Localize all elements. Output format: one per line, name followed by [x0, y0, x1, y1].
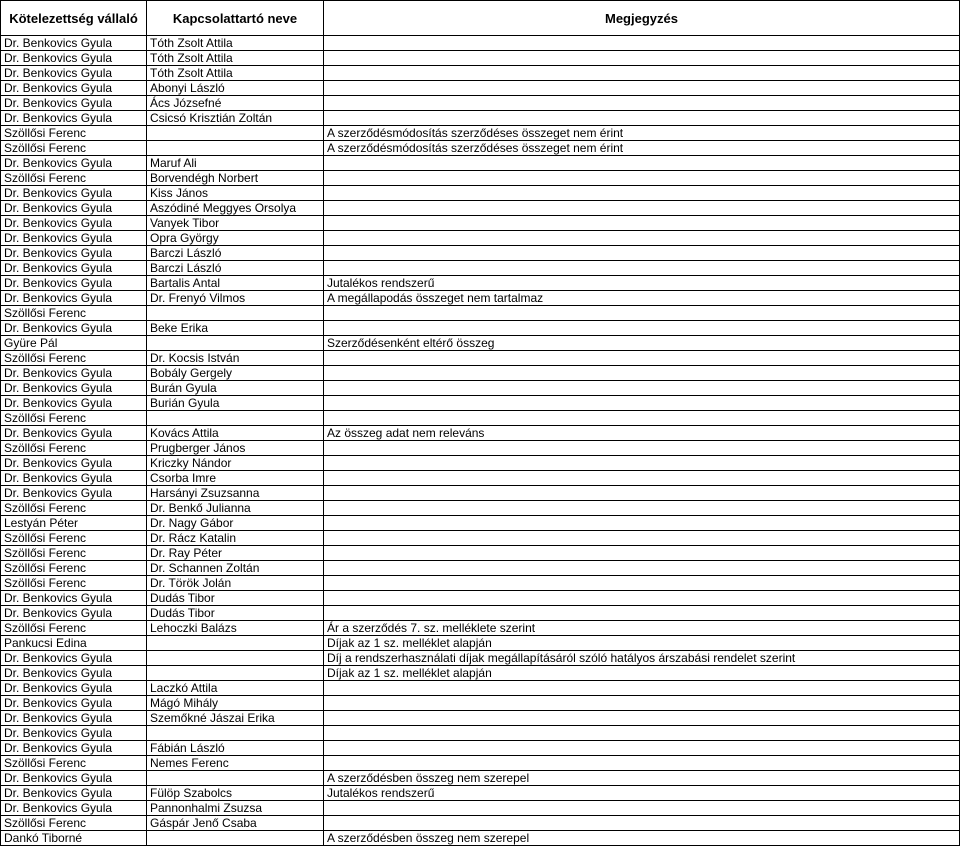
cell-kotelezettseg-vallalo: Szöllősi Ferenc: [1, 351, 147, 366]
table-row: [1, 306, 960, 321]
cell-kotelezettseg-vallalo: Dr. Benkovics Gyula: [1, 291, 147, 306]
table-row: [1, 666, 960, 681]
table-row: [1, 651, 960, 666]
table-row: [1, 141, 960, 156]
cell-kapcsolattarto-neve: Harsányi Zsuzsanna: [147, 486, 324, 501]
table-row: [1, 621, 960, 636]
cell-kapcsolattarto-neve: Gáspár Jenő Csaba: [147, 816, 324, 831]
cell-megjegyzes: [324, 456, 960, 471]
cell-kapcsolattarto-neve: Bobály Gergely: [147, 366, 324, 381]
cell-megjegyzes: A megállapodás összeget nem tartalmaz: [324, 291, 960, 306]
cell-kapcsolattarto-neve: Csorba Imre: [147, 471, 324, 486]
cell-kapcsolattarto-neve: Borvendégh Norbert: [147, 171, 324, 186]
table-row: [1, 696, 960, 711]
cell-kotelezettseg-vallalo: Szöllősi Ferenc: [1, 141, 147, 156]
cell-kotelezettseg-vallalo: Szöllősi Ferenc: [1, 441, 147, 456]
cell-kapcsolattarto-neve: Dudás Tibor: [147, 606, 324, 621]
header-kotelezettseg-vallalo: Kötelezettség vállaló: [1, 1, 147, 36]
cell-kotelezettseg-vallalo: Gyüre Pál: [1, 336, 147, 351]
cell-kotelezettseg-vallalo: Dr. Benkovics Gyula: [1, 771, 147, 786]
table-row: [1, 486, 960, 501]
cell-megjegyzes: Díj a rendszerhasználati díjak megállapításáról szóló hatályos árszabási rendelet szerint: [324, 651, 960, 666]
cell-kotelezettseg-vallalo: Dr. Benkovics Gyula: [1, 96, 147, 111]
cell-megjegyzes: [324, 351, 960, 366]
table-row: [1, 321, 960, 336]
cell-kotelezettseg-vallalo: Dr. Benkovics Gyula: [1, 201, 147, 216]
table-row: [1, 366, 960, 381]
cell-kapcsolattarto-neve: Tóth Zsolt Attila: [147, 36, 324, 51]
cell-kotelezettseg-vallalo: Szöllősi Ferenc: [1, 546, 147, 561]
cell-megjegyzes: [324, 681, 960, 696]
cell-kapcsolattarto-neve: Beke Erika: [147, 321, 324, 336]
cell-kapcsolattarto-neve: Bartalis Antal: [147, 276, 324, 291]
cell-kapcsolattarto-neve: Barczi László: [147, 246, 324, 261]
cell-megjegyzes: [324, 801, 960, 816]
cell-megjegyzes: [324, 411, 960, 426]
cell-kotelezettseg-vallalo: Dr. Benkovics Gyula: [1, 696, 147, 711]
cell-kotelezettseg-vallalo: Dr. Benkovics Gyula: [1, 111, 147, 126]
table-row: [1, 576, 960, 591]
cell-kotelezettseg-vallalo: Dr. Benkovics Gyula: [1, 276, 147, 291]
table-row: [1, 126, 960, 141]
table-row: [1, 471, 960, 486]
table-row: [1, 561, 960, 576]
cell-megjegyzes: [324, 591, 960, 606]
cell-megjegyzes: [324, 51, 960, 66]
cell-megjegyzes: [324, 816, 960, 831]
table-row: [1, 261, 960, 276]
cell-megjegyzes: A szerződésben összeg nem szerepel: [324, 831, 960, 846]
table-row: [1, 111, 960, 126]
cell-kotelezettseg-vallalo: Szöllősi Ferenc: [1, 756, 147, 771]
cell-kotelezettseg-vallalo: Szöllősi Ferenc: [1, 171, 147, 186]
table-row: [1, 591, 960, 606]
cell-megjegyzes: [324, 261, 960, 276]
table-row: [1, 456, 960, 471]
table-row: [1, 336, 960, 351]
cell-kotelezettseg-vallalo: Dr. Benkovics Gyula: [1, 231, 147, 246]
table-row: [1, 66, 960, 81]
cell-kotelezettseg-vallalo: Szöllősi Ferenc: [1, 126, 147, 141]
table-row: [1, 51, 960, 66]
cell-kapcsolattarto-neve: Csicsó Krisztián Zoltán: [147, 111, 324, 126]
cell-megjegyzes: [324, 756, 960, 771]
cell-kapcsolattarto-neve: Fülöp Szabolcs: [147, 786, 324, 801]
cell-kotelezettseg-vallalo: Szöllősi Ferenc: [1, 306, 147, 321]
cell-kotelezettseg-vallalo: Szöllősi Ferenc: [1, 576, 147, 591]
table-row: [1, 516, 960, 531]
cell-kotelezettseg-vallalo: Dr. Benkovics Gyula: [1, 486, 147, 501]
cell-kapcsolattarto-neve: Opra György: [147, 231, 324, 246]
cell-megjegyzes: [324, 156, 960, 171]
cell-megjegyzes: [324, 36, 960, 51]
cell-kotelezettseg-vallalo: Szöllősi Ferenc: [1, 816, 147, 831]
cell-kapcsolattarto-neve: Barczi László: [147, 261, 324, 276]
cell-megjegyzes: [324, 546, 960, 561]
cell-kapcsolattarto-neve: Kovács Attila: [147, 426, 324, 441]
cell-megjegyzes: Jutalékos rendszerű: [324, 276, 960, 291]
cell-megjegyzes: Díjak az 1 sz. melléklet alapján: [324, 636, 960, 651]
cell-kapcsolattarto-neve: Aszódiné Meggyes Orsolya: [147, 201, 324, 216]
table-row: [1, 741, 960, 756]
cell-kapcsolattarto-neve: Nemes Ferenc: [147, 756, 324, 771]
cell-kotelezettseg-vallalo: Dr. Benkovics Gyula: [1, 651, 147, 666]
table-row: [1, 396, 960, 411]
cell-kapcsolattarto-neve: Dr. Benkő Julianna: [147, 501, 324, 516]
header-megjegyzes: Megjegyzés: [324, 1, 960, 36]
table-row: [1, 816, 960, 831]
cell-megjegyzes: [324, 741, 960, 756]
cell-kapcsolattarto-neve: Laczkó Attila: [147, 681, 324, 696]
table-row: [1, 411, 960, 426]
cell-megjegyzes: [324, 81, 960, 96]
header-kapcsolattarto-neve: Kapcsolattartó neve: [147, 1, 324, 36]
table-row: [1, 501, 960, 516]
cell-kapcsolattarto-neve: [147, 726, 324, 741]
cell-kapcsolattarto-neve: Dr. Nagy Gábor: [147, 516, 324, 531]
cell-kapcsolattarto-neve: Abonyi László: [147, 81, 324, 96]
cell-megjegyzes: A szerződésben összeg nem szerepel: [324, 771, 960, 786]
cell-megjegyzes: [324, 306, 960, 321]
cell-kapcsolattarto-neve: [147, 141, 324, 156]
cell-kotelezettseg-vallalo: Dr. Benkovics Gyula: [1, 681, 147, 696]
table-row: [1, 771, 960, 786]
cell-kapcsolattarto-neve: [147, 306, 324, 321]
cell-megjegyzes: Az összeg adat nem releváns: [324, 426, 960, 441]
cell-megjegyzes: [324, 201, 960, 216]
cell-kotelezettseg-vallalo: Szöllősi Ferenc: [1, 411, 147, 426]
cell-megjegyzes: [324, 726, 960, 741]
cell-megjegyzes: [324, 561, 960, 576]
table-row: [1, 276, 960, 291]
cell-megjegyzes: [324, 531, 960, 546]
cell-kapcsolattarto-neve: Maruf Ali: [147, 156, 324, 171]
cell-kapcsolattarto-neve: Mágó Mihály: [147, 696, 324, 711]
cell-megjegyzes: [324, 471, 960, 486]
table-row: [1, 246, 960, 261]
table-row: [1, 81, 960, 96]
cell-megjegyzes: [324, 366, 960, 381]
table-row: [1, 201, 960, 216]
cell-kapcsolattarto-neve: Pannonhalmi Zsuzsa: [147, 801, 324, 816]
cell-kotelezettseg-vallalo: Dr. Benkovics Gyula: [1, 156, 147, 171]
cell-kapcsolattarto-neve: Dr. Schannen Zoltán: [147, 561, 324, 576]
cell-kotelezettseg-vallalo: Szöllősi Ferenc: [1, 501, 147, 516]
cell-kotelezettseg-vallalo: Dr. Benkovics Gyula: [1, 216, 147, 231]
cell-kapcsolattarto-neve: [147, 636, 324, 651]
cell-kapcsolattarto-neve: [147, 666, 324, 681]
cell-kapcsolattarto-neve: Dr. Török Jolán: [147, 576, 324, 591]
cell-kotelezettseg-vallalo: Dr. Benkovics Gyula: [1, 471, 147, 486]
table-row: [1, 156, 960, 171]
cell-megjegyzes: A szerződésmódosítás szerződéses összeget nem érint: [324, 141, 960, 156]
table-row: [1, 756, 960, 771]
cell-kotelezettseg-vallalo: Dr. Benkovics Gyula: [1, 786, 147, 801]
cell-kotelezettseg-vallalo: Dr. Benkovics Gyula: [1, 261, 147, 276]
cell-megjegyzes: Ár a szerződés 7. sz. melléklete szerint: [324, 621, 960, 636]
cell-kotelezettseg-vallalo: Dr. Benkovics Gyula: [1, 321, 147, 336]
cell-megjegyzes: [324, 441, 960, 456]
table-row: [1, 291, 960, 306]
cell-kotelezettseg-vallalo: Dr. Benkovics Gyula: [1, 36, 147, 51]
table-row: [1, 726, 960, 741]
table-row: [1, 681, 960, 696]
cell-kapcsolattarto-neve: Dr. Rácz Katalin: [147, 531, 324, 546]
cell-megjegyzes: [324, 396, 960, 411]
cell-megjegyzes: [324, 501, 960, 516]
cell-kotelezettseg-vallalo: Szöllősi Ferenc: [1, 561, 147, 576]
cell-kotelezettseg-vallalo: Dr. Benkovics Gyula: [1, 711, 147, 726]
cell-megjegyzes: Szerződésenként eltérő összeg: [324, 336, 960, 351]
cell-megjegyzes: [324, 246, 960, 261]
cell-kotelezettseg-vallalo: Szöllősi Ferenc: [1, 531, 147, 546]
cell-kapcsolattarto-neve: Dr. Kocsis István: [147, 351, 324, 366]
header-row: [1, 1, 960, 36]
cell-megjegyzes: [324, 171, 960, 186]
table-row: [1, 216, 960, 231]
cell-kapcsolattarto-neve: Burán Gyula: [147, 381, 324, 396]
table-row: [1, 171, 960, 186]
cell-megjegyzes: A szerződésmódosítás szerződéses összeget nem érint: [324, 126, 960, 141]
cell-kotelezettseg-vallalo: Dr. Benkovics Gyula: [1, 456, 147, 471]
cell-megjegyzes: [324, 96, 960, 111]
cell-kapcsolattarto-neve: Fábián László: [147, 741, 324, 756]
cell-kapcsolattarto-neve: Lehoczki Balázs: [147, 621, 324, 636]
cell-megjegyzes: [324, 231, 960, 246]
cell-megjegyzes: [324, 111, 960, 126]
cell-kapcsolattarto-neve: Tóth Zsolt Attila: [147, 66, 324, 81]
cell-megjegyzes: [324, 66, 960, 81]
cell-kotelezettseg-vallalo: Dr. Benkovics Gyula: [1, 396, 147, 411]
cell-megjegyzes: [324, 216, 960, 231]
table-row: [1, 711, 960, 726]
cell-kotelezettseg-vallalo: Dr. Benkovics Gyula: [1, 381, 147, 396]
cell-kapcsolattarto-neve: [147, 651, 324, 666]
cell-kapcsolattarto-neve: Dr. Frenyó Vilmos: [147, 291, 324, 306]
table-row: [1, 606, 960, 621]
cell-kotelezettseg-vallalo: Dr. Benkovics Gyula: [1, 741, 147, 756]
cell-kotelezettseg-vallalo: Dr. Benkovics Gyula: [1, 366, 147, 381]
cell-kotelezettseg-vallalo: Dr. Benkovics Gyula: [1, 186, 147, 201]
cell-megjegyzes: [324, 186, 960, 201]
cell-kapcsolattarto-neve: Dudás Tibor: [147, 591, 324, 606]
cell-kapcsolattarto-neve: [147, 771, 324, 786]
cell-megjegyzes: [324, 486, 960, 501]
table-row: [1, 831, 960, 846]
cell-kapcsolattarto-neve: [147, 411, 324, 426]
table-row: [1, 426, 960, 441]
cell-kapcsolattarto-neve: Kriczky Nándor: [147, 456, 324, 471]
cell-megjegyzes: [324, 696, 960, 711]
cell-kotelezettseg-vallalo: Dr. Benkovics Gyula: [1, 81, 147, 96]
cell-megjegyzes: [324, 381, 960, 396]
table-row: [1, 231, 960, 246]
cell-megjegyzes: Jutalékos rendszerű: [324, 786, 960, 801]
cell-megjegyzes: [324, 576, 960, 591]
cell-kapcsolattarto-neve: Ács Józsefné: [147, 96, 324, 111]
cell-kapcsolattarto-neve: [147, 126, 324, 141]
cell-kotelezettseg-vallalo: Dr. Benkovics Gyula: [1, 66, 147, 81]
cell-kotelezettseg-vallalo: Dankó Tiborné: [1, 831, 147, 846]
table-row: [1, 531, 960, 546]
table-row: [1, 786, 960, 801]
cell-kotelezettseg-vallalo: Dr. Benkovics Gyula: [1, 801, 147, 816]
cell-kapcsolattarto-neve: [147, 831, 324, 846]
cell-kapcsolattarto-neve: Szemőkné Jászai Erika: [147, 711, 324, 726]
cell-kapcsolattarto-neve: [147, 336, 324, 351]
cell-kapcsolattarto-neve: Dr. Ray Péter: [147, 546, 324, 561]
table-row: [1, 441, 960, 456]
cell-megjegyzes: [324, 711, 960, 726]
table-row: [1, 96, 960, 111]
cell-kotelezettseg-vallalo: Dr. Benkovics Gyula: [1, 591, 147, 606]
cell-megjegyzes: [324, 606, 960, 621]
table-row: [1, 381, 960, 396]
table-row: [1, 546, 960, 561]
cell-kotelezettseg-vallalo: Lestyán Péter: [1, 516, 147, 531]
cell-kotelezettseg-vallalo: Dr. Benkovics Gyula: [1, 726, 147, 741]
cell-kotelezettseg-vallalo: Dr. Benkovics Gyula: [1, 246, 147, 261]
cell-megjegyzes: [324, 516, 960, 531]
cell-kapcsolattarto-neve: Kiss János: [147, 186, 324, 201]
table-row: [1, 36, 960, 51]
table-row: [1, 636, 960, 651]
table-row: [1, 186, 960, 201]
cell-kotelezettseg-vallalo: Dr. Benkovics Gyula: [1, 426, 147, 441]
cell-kotelezettseg-vallalo: Dr. Benkovics Gyula: [1, 666, 147, 681]
cell-kotelezettseg-vallalo: Pankucsi Edina: [1, 636, 147, 651]
cell-kapcsolattarto-neve: Prugberger János: [147, 441, 324, 456]
cell-kapcsolattarto-neve: Burián Gyula: [147, 396, 324, 411]
cell-megjegyzes: Díjak az 1 sz. melléklet alapján: [324, 666, 960, 681]
cell-kotelezettseg-vallalo: Dr. Benkovics Gyula: [1, 606, 147, 621]
cell-kotelezettseg-vallalo: Szöllősi Ferenc: [1, 621, 147, 636]
table-row: [1, 351, 960, 366]
table-row: [1, 801, 960, 816]
cell-megjegyzes: [324, 321, 960, 336]
cell-kotelezettseg-vallalo: Dr. Benkovics Gyula: [1, 51, 147, 66]
cell-kapcsolattarto-neve: Vanyek Tibor: [147, 216, 324, 231]
cell-kapcsolattarto-neve: Tóth Zsolt Attila: [147, 51, 324, 66]
